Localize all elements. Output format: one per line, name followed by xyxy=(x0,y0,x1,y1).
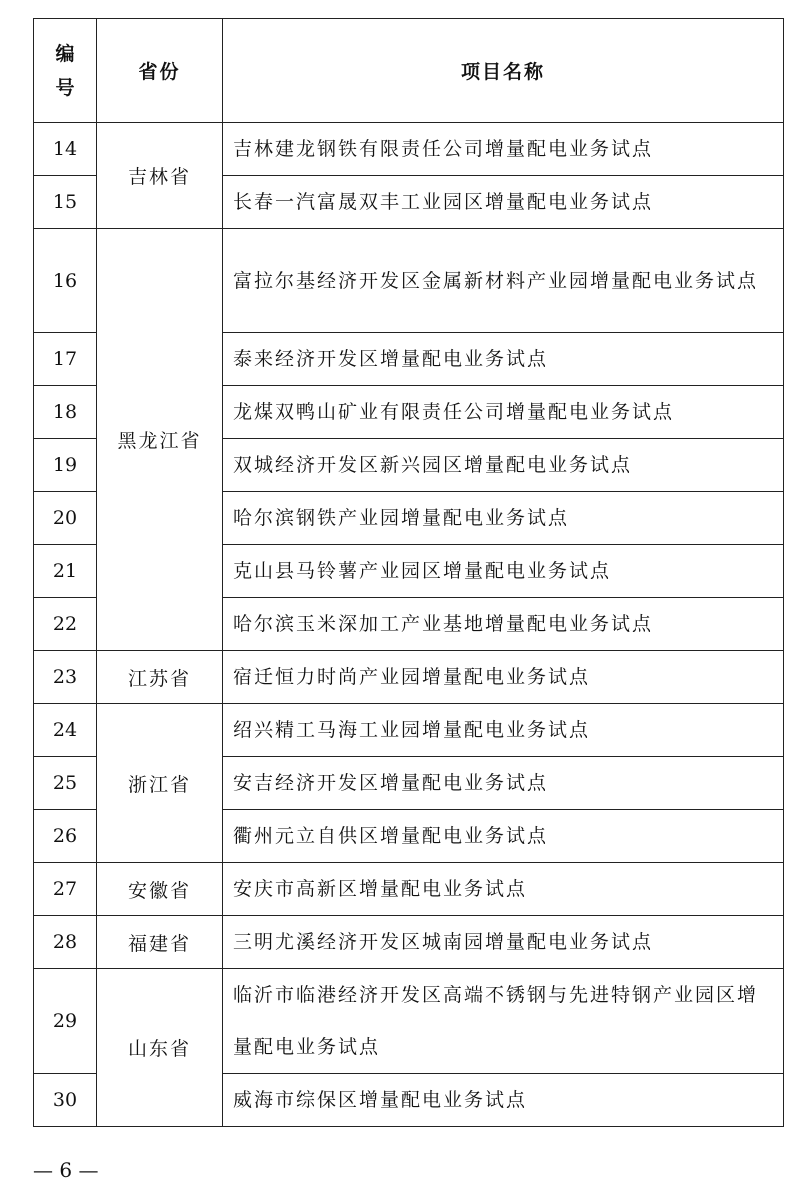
project-name: 哈尔滨玉米深加工产业基地增量配电业务试点 xyxy=(223,598,784,651)
province-cell: 福建省 xyxy=(97,916,223,969)
row-number: 22 xyxy=(34,598,97,651)
row-number: 24 xyxy=(34,704,97,757)
project-name: 泰来经济开发区增量配电业务试点 xyxy=(223,333,784,386)
table-row xyxy=(34,863,784,916)
table-row xyxy=(34,969,784,1074)
row-number: 14 xyxy=(34,123,97,176)
row-number: 16 xyxy=(34,229,97,333)
project-name: 临沂市临港经济开发区高端不锈钢与先进特钢产业园区增量配电业务试点 xyxy=(223,969,784,1074)
row-number: 15 xyxy=(34,176,97,229)
table-row xyxy=(34,916,784,969)
project-name: 富拉尔基经济开发区金属新材料产业园增量配电业务试点 xyxy=(223,229,784,333)
project-name: 龙煤双鸭山矿业有限责任公司增量配电业务试点 xyxy=(223,386,784,439)
project-name: 三明尤溪经济开发区城南园增量配电业务试点 xyxy=(223,916,784,969)
row-number: 20 xyxy=(34,492,97,545)
project-name: 哈尔滨钢铁产业园增量配电业务试点 xyxy=(223,492,784,545)
row-number: 18 xyxy=(34,386,97,439)
table-row xyxy=(34,123,784,176)
project-name: 宿迁恒力时尚产业园增量配电业务试点 xyxy=(223,651,784,704)
row-number: 23 xyxy=(34,651,97,704)
header-number-bottom: 号 xyxy=(55,76,75,99)
province-cell: 吉林省 xyxy=(97,123,223,229)
row-number: 28 xyxy=(34,916,97,969)
table-header-row xyxy=(34,19,784,123)
row-number: 29 xyxy=(34,969,97,1074)
header-number-top: 编 xyxy=(55,42,75,65)
row-number: 25 xyxy=(34,757,97,810)
row-number: 21 xyxy=(34,545,97,598)
table-row xyxy=(34,704,784,757)
province-cell: 江苏省 xyxy=(97,651,223,704)
project-name: 克山县马铃薯产业园区增量配电业务试点 xyxy=(223,545,784,598)
province-cell: 安徽省 xyxy=(97,863,223,916)
row-number: 30 xyxy=(34,1074,97,1127)
header-province: 省份 xyxy=(97,19,223,123)
row-number: 19 xyxy=(34,439,97,492)
page-number: — 6 — xyxy=(33,1158,99,1182)
province-cell: 浙江省 xyxy=(97,704,223,863)
row-number: 27 xyxy=(34,863,97,916)
project-name: 安吉经济开发区增量配电业务试点 xyxy=(223,757,784,810)
province-cell: 山东省 xyxy=(97,969,223,1127)
province-cell: 黑龙江省 xyxy=(97,229,223,651)
project-name: 吉林建龙钢铁有限责任公司增量配电业务试点 xyxy=(223,123,784,176)
row-number: 26 xyxy=(34,810,97,863)
project-name: 安庆市高新区增量配电业务试点 xyxy=(223,863,784,916)
project-table xyxy=(33,18,784,1127)
table-row xyxy=(34,229,784,333)
table-row xyxy=(34,651,784,704)
project-name: 双城经济开发区新兴园区增量配电业务试点 xyxy=(223,439,784,492)
row-number: 17 xyxy=(34,333,97,386)
project-name: 威海市综保区增量配电业务试点 xyxy=(223,1074,784,1127)
header-number xyxy=(34,19,97,123)
project-name: 长春一汽富晟双丰工业园区增量配电业务试点 xyxy=(223,176,784,229)
project-name: 绍兴精工马海工业园增量配电业务试点 xyxy=(223,704,784,757)
project-name: 衢州元立自供区增量配电业务试点 xyxy=(223,810,784,863)
header-project-name: 项目名称 xyxy=(223,19,784,123)
